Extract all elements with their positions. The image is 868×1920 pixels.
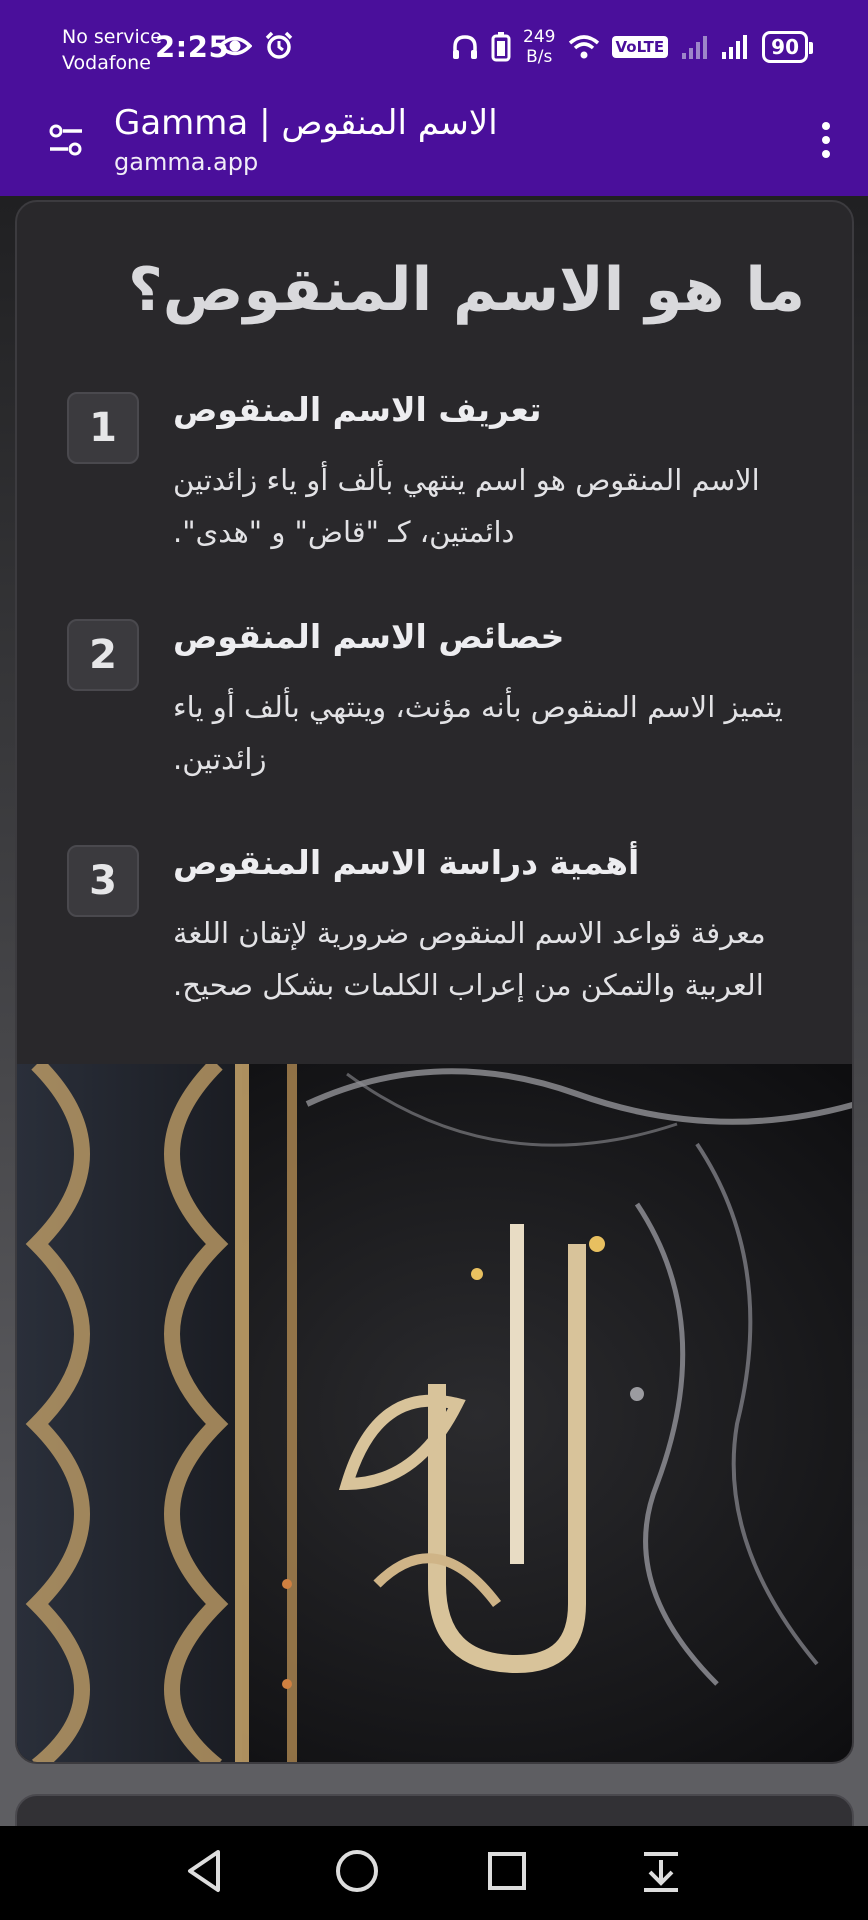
carrier-info	[62, 24, 162, 76]
recents-icon[interactable]	[482, 1846, 532, 1896]
volte-badge: VoLTE	[612, 36, 669, 58]
item-number: 3	[67, 845, 139, 917]
item-heading: خصائص الاسم المنقوص	[173, 617, 565, 656]
page-title: Gamma | الاسم المنقوص	[114, 103, 498, 143]
network-speed: 249 B/s	[523, 27, 556, 67]
carrier-name: Vodafone	[62, 52, 151, 74]
item-heading: تعريف الاسم المنقوص	[173, 390, 542, 429]
download-icon[interactable]	[636, 1846, 686, 1896]
content-card	[15, 200, 854, 1764]
more-vert-icon[interactable]	[814, 118, 838, 166]
eye-icon	[218, 31, 252, 61]
card-title: ما هو الاسم المنقوص؟	[128, 255, 805, 325]
item-text: الاسم المنقوص هو اسم ينتهي بألف أو ياء زائدتين دائمتين، كـ "قاض" و "هدى".	[173, 463, 760, 549]
wifi-icon	[568, 34, 600, 60]
headphones-icon	[451, 33, 479, 61]
back-icon[interactable]	[180, 1846, 230, 1896]
system-nav-bar	[0, 1826, 868, 1920]
clock: 2:25	[155, 30, 230, 64]
home-icon[interactable]	[332, 1846, 382, 1896]
signal-icon	[720, 33, 750, 61]
browser-app-bar	[0, 92, 868, 196]
alarm-icon	[264, 31, 294, 61]
battery-indicator: 90	[762, 31, 808, 63]
item-heading: أهمية دراسة الاسم المنقوص	[173, 843, 640, 882]
carrier-status: No service	[62, 26, 162, 48]
item-text: معرفة قواعد الاسم المنقوص ضرورية لإتقان اللغة العربية والتمكن من إعراب الكلمات بشكل صحيح.	[173, 916, 766, 1002]
status-bar	[0, 0, 868, 92]
signal-weak-icon	[680, 33, 708, 61]
battery-saver-icon	[491, 32, 511, 62]
page-url: gamma.app	[114, 148, 259, 176]
item-text: يتميز الاسم المنقوص بأنه مؤنث، وينتهي بألف أو ياء زائدتين.	[173, 690, 783, 776]
page-title-block[interactable]	[114, 100, 498, 178]
item-number: 2	[67, 619, 139, 691]
calligraphy-image	[17, 1064, 854, 1764]
item-number: 1	[67, 392, 139, 464]
tune-icon[interactable]	[48, 122, 84, 158]
